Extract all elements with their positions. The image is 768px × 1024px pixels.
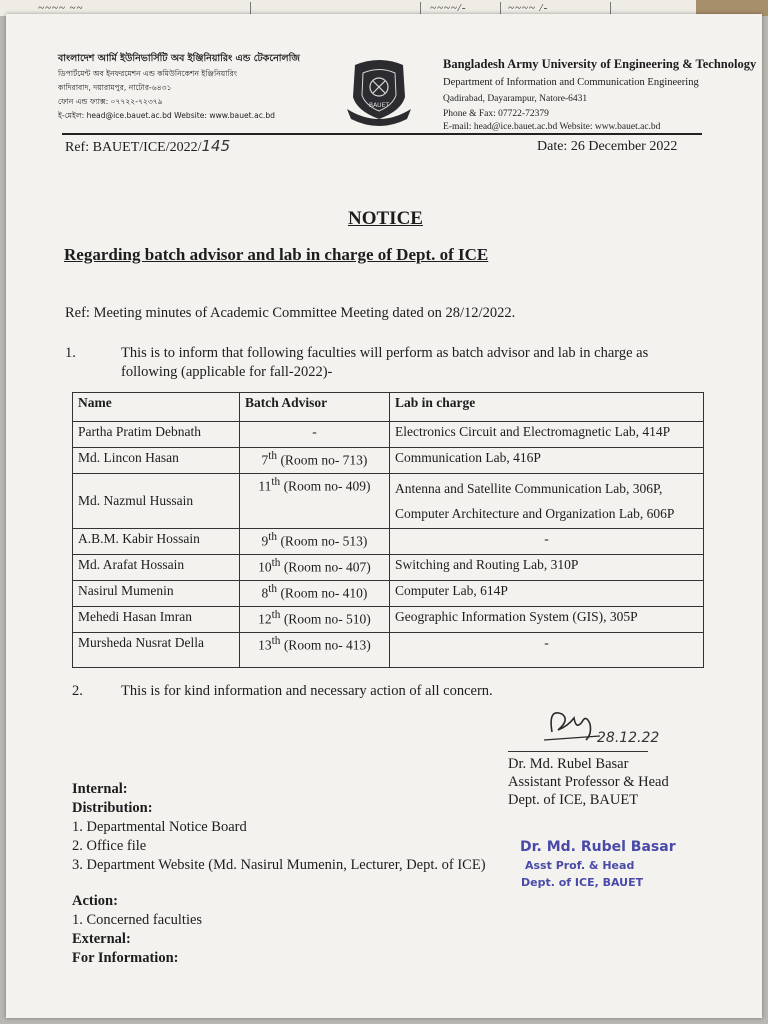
handwritten-reference-number: 145 (201, 137, 231, 155)
batch-advisor-value: - (312, 424, 317, 439)
batch-number: 12 (258, 611, 272, 627)
column-header-lab-in-charge: Lab in charge (390, 393, 704, 422)
signatory-department: Dept. of ICE, BAUET (508, 792, 639, 808)
faculty-name: Md. Nazmul Hussain (73, 474, 240, 529)
action-label: Action: (72, 893, 118, 909)
notice-date (537, 139, 677, 155)
table-row (73, 607, 704, 633)
distribution-item: 3. Department Website (Md. Nasirul Mumenin, Lecturer, Dept. of ICE) (72, 857, 486, 873)
batch-number: 13 (258, 637, 272, 653)
batch-advisor (240, 555, 390, 581)
notice-title: NOTICE (348, 208, 423, 229)
faculty-name: Mehedi Hasan Imran (73, 607, 240, 633)
signature-date: 28.12.22 (597, 730, 660, 746)
batch-room: (Room no- 510) (280, 611, 371, 627)
batch-advisor (240, 633, 390, 668)
bn-address: কাদিরাবাদ, দয়ারামপুর, নাটোর-৬৪৩১ (58, 83, 172, 92)
internal-label: Internal: (72, 781, 128, 797)
stamp-name: Dr. Md. Rubel Basar (520, 839, 676, 855)
table-row (73, 422, 704, 448)
lab-in-charge: Geographic Information System (GIS), 305P (390, 607, 704, 633)
bn-phone: ফোন এন্ড ফ্যাক্স: ০৭৭২২-৭২৩৭৯ (58, 97, 163, 106)
action-item: 1. Concerned faculties (72, 912, 203, 928)
background-scribble: ~~~~ /- (508, 2, 549, 14)
lab-in-charge: Computer Lab, 614P (390, 581, 704, 607)
batch-ordinal-suffix: th (268, 531, 278, 543)
distribution-item: 2. Office file (72, 838, 147, 854)
batch-advisor (240, 581, 390, 607)
batch-advisor (240, 529, 390, 555)
bn-email: ই-মেইল: head@ice.bauet.ac.bd Website: www.bauet.ac.bd (58, 111, 275, 120)
batch-number: 11 (258, 478, 272, 494)
table-row (73, 529, 704, 555)
address: Qadirabad, Dayarampur, Natore-6431 (443, 94, 588, 104)
table-row (73, 581, 704, 607)
batch-number: 8 (261, 585, 269, 601)
table-row (73, 633, 704, 668)
bn-department-name: ডিপার্টমেন্ট অব ইনফরমেশন এন্ড কমিউনিকেশন ইঞ্জিনিয়ারিং (58, 69, 238, 78)
background-scribble: ~~~~/- (430, 2, 467, 14)
lab-entry: Computer Architecture and Organization Lab, 606P (395, 506, 675, 521)
signature-line (508, 751, 648, 752)
strip-divider (250, 2, 251, 14)
faculty-name: Partha Pratim Debnath (73, 422, 240, 448)
item-2-text: This is for kind information and necessary action of all concern. (121, 683, 493, 699)
lab-in-charge: Communication Lab, 416P (390, 448, 704, 474)
batch-ordinal-suffix: th (271, 609, 281, 621)
letterhead-rule (62, 133, 702, 135)
phone-fax: Phone & Fax: 07722-72379 (443, 109, 549, 119)
faculty-name: A.B.M. Kabir Hossain (73, 529, 240, 555)
signatory-title: Assistant Professor & Head (508, 774, 669, 790)
batch-advisor (240, 448, 390, 474)
date-label: Date: (537, 139, 568, 154)
batch-room: (Room no- 513) (277, 533, 368, 549)
batch-number: 10 (258, 559, 272, 575)
background-scribble: ~~~~ ~~ (38, 2, 84, 14)
item-1-line-2: following (applicable for fall-2022)- (121, 364, 333, 380)
table-row (73, 474, 704, 529)
advisor-lab-table (72, 392, 704, 668)
notice-subject: Regarding batch advisor and lab in charge of Dept. of ICE (64, 245, 489, 264)
batch-ordinal-suffix: th (268, 450, 278, 462)
lab-in-charge: Switching and Routing Lab, 310P (390, 555, 704, 581)
column-header-batch-advisor: Batch Advisor (240, 393, 390, 422)
faculty-name: Nasirul Mumenin (73, 581, 240, 607)
department-name: Department of Information and Communication Engineering (443, 77, 699, 88)
reference-label: Ref: BAUET/ICE/2022/ (65, 140, 202, 155)
distribution-label: Distribution: (72, 800, 153, 816)
lab-in-charge: - (390, 633, 704, 668)
batch-advisor (240, 474, 390, 529)
strip-divider (420, 2, 421, 14)
reference-number (65, 137, 230, 156)
batch-room: (Room no- 407) (280, 559, 371, 575)
lab-in-charge (390, 474, 704, 529)
lab-in-charge: Electronics Circuit and Electromagnetic Lab, 414P (390, 422, 704, 448)
meeting-reference: Ref: Meeting minutes of Academic Committee Meeting dated on 28/12/2022. (65, 305, 516, 321)
batch-ordinal-suffix: th (271, 635, 281, 647)
faculty-name: Mursheda Nusrat Della (73, 633, 240, 668)
bn-university-name: বাংলাদেশ আর্মি ইউনিভার্সিটি অব ইঞ্জিনিয়ারিং এন্ড টেকনোলজি (58, 53, 300, 64)
batch-ordinal-suffix: th (271, 476, 281, 488)
table-header-row (73, 393, 704, 422)
table-row (73, 555, 704, 581)
batch-number: 7 (261, 452, 269, 468)
batch-room: (Room no- 410) (277, 585, 368, 601)
table-row (73, 448, 704, 474)
signatory-name: Dr. Md. Rubel Basar (508, 756, 629, 772)
logo-text: BAUET (368, 102, 390, 109)
date-value: 26 December 2022 (570, 139, 678, 154)
strip-divider (610, 2, 611, 14)
item-1-number: 1. (65, 345, 76, 361)
faculty-name: Md. Arafat Hossain (73, 555, 240, 581)
batch-room: (Room no- 413) (280, 637, 371, 653)
batch-ordinal-suffix: th (271, 557, 281, 569)
batch-number: 9 (261, 533, 269, 549)
item-2-number: 2. (72, 683, 83, 699)
column-header-name: Name (73, 393, 240, 422)
strip-divider (500, 2, 501, 14)
distribution-item: 1. Departmental Notice Board (72, 819, 247, 835)
stamp-department: Dept. of ICE, BAUET (521, 876, 644, 889)
batch-ordinal-suffix: th (268, 583, 278, 595)
batch-advisor (240, 607, 390, 633)
batch-room: (Room no- 713) (277, 452, 368, 468)
signature (540, 700, 690, 755)
stamp-title: Asst Prof. & Head (525, 859, 635, 872)
item-1-line-1: This is to inform that following faculties will perform as batch advisor and lab in charge as (121, 345, 649, 361)
batch-advisor (240, 422, 390, 448)
lab-entry: Antenna and Satellite Communication Lab, 306P, (395, 481, 663, 496)
university-logo (343, 57, 415, 127)
for-information-label: For Information: (72, 950, 179, 966)
university-name: Bangladesh Army University of Engineering & Technology (443, 57, 757, 71)
external-label: External: (72, 931, 131, 947)
batch-room: (Room no- 409) (280, 478, 371, 494)
lab-in-charge: - (390, 529, 704, 555)
faculty-name: Md. Lincon Hasan (73, 448, 240, 474)
email-website: E-mail: head@ice.bauet.ac.bd Website: www.bauet.ac.bd (443, 122, 661, 132)
